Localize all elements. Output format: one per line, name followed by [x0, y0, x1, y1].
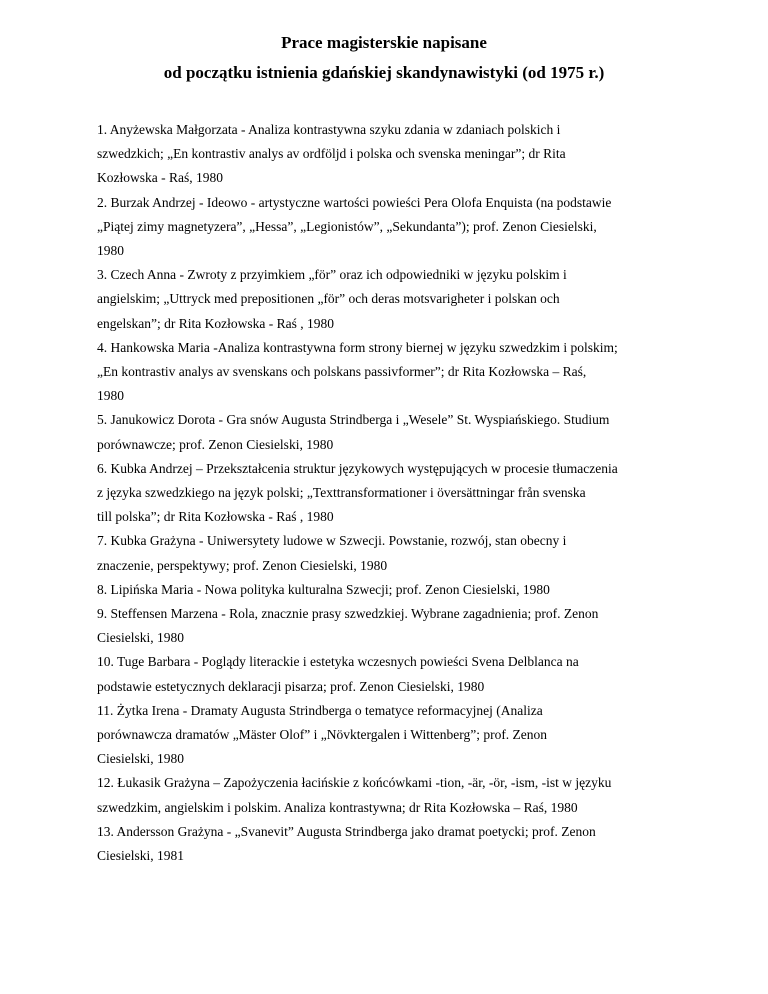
list-item-line: 11. Żytka Irena - Dramaty Augusta Strindberga o tematyce reformacyjnej (Analiza [97, 702, 543, 718]
list-item-line: porównawcza dramatów „Mäster Olof” i „Növktergalen i Wittenberg”; prof. Zenon [97, 727, 548, 743]
list-item-line: 9. Steffensen Marzena - Rola, znacznie prasy szwedzkiej. Wybrane zagadnienia; prof. Zenon [97, 606, 599, 622]
list-item-line: 12. Łukasik Grażyna – Zapożyczenia łacińskie z końcówkami -tion, -är, -ör, -ism, -ist w języku [97, 775, 612, 791]
list-item-line: 1. Anyżewska Małgorzata - Analiza kontrastywna szyku zdania w zdaniach polskich i [97, 122, 561, 137]
thesis-list [97, 118, 717, 868]
list-item [97, 699, 717, 772]
list-item-line: 5. Janukowicz Dorota - Gra snów Augusta Strindberga i „Wesele” St. Wyspiańskiego. Studium [97, 412, 610, 428]
list-item-line: 1980 [97, 243, 124, 259]
list-item-line: z języka szwedzkiego na język polski; „Texttransformationer i översättningar från svenska [97, 485, 586, 501]
list-item-line: „Piątej zimy magnetyzera”, „Hessa”, „Legionistów”, „Sekundanta”); prof. Zenon Ciesielski, [97, 218, 597, 234]
list-item-line: Ciesielski, 1980 [97, 630, 184, 646]
list-item-line: 4. Hankowska Maria -Analiza kontrastywna form strony biernej w języku szwedzkim i polskim; [97, 339, 618, 355]
document-title: Prace magisterskie napisane [281, 33, 487, 52]
list-item-line: 7. Kubka Grażyna - Uniwersytety ludowe w Szwecji. Powstanie, rozwój, stan obecny i [97, 533, 567, 549]
list-item [97, 578, 717, 602]
document-subtitle: od początku istnienia gdańskiej skandynawistyki (od 1975 r.) [163, 63, 605, 82]
list-item [97, 457, 717, 530]
list-item-line: szwedzkim, angielskim i polskim. Analiza kontrastywna; dr Rita Kozłowska – Raś, 1980 [97, 799, 578, 815]
list-item [97, 820, 717, 868]
list-item-line: 6. Kubka Andrzej – Przekształcenia struktur językowych występujących w procesie tłumaczenia [97, 460, 618, 476]
list-item-line: szwedzkich; „En kontrastiv analys av ordföljd i polska och svenska meningar”; dr Rita [97, 146, 566, 162]
list-item [97, 191, 717, 264]
list-item-line: 3. Czech Anna - Zwroty z przyimkiem „för” oraz ich odpowiedniki w języku polskim i [97, 267, 567, 283]
list-item-line: podstawie estetycznych deklaracji pisarza; prof. Zenon Ciesielski, 1980 [97, 678, 485, 694]
list-item-line: 2. Burzak Andrzej - Ideowo - artystyczne wartości powieści Pera Olofa Enquista (na podstawie [97, 194, 612, 210]
list-item-line: 8. Lipińska Maria - Nowa polityka kulturalna Szwecji; prof. Zenon Ciesielski, 1980 [97, 581, 550, 597]
list-item-line: znaczenie, perspektywy; prof. Zenon Ciesielski, 1980 [97, 557, 388, 573]
list-item [97, 118, 717, 191]
list-item-line: 1980 [97, 388, 124, 404]
list-item-line: Ciesielski, 1980 [97, 751, 184, 767]
list-item-line: Kozłowska - Raś, 1980 [97, 170, 223, 186]
list-item [97, 336, 717, 409]
list-item-line: engelskan”; dr Rita Kozłowska - Raś , 1980 [97, 315, 334, 331]
list-item-line: angielskim; „Uttryck med prepositionen „för” och deras motsvarigheter i polskan och [97, 291, 560, 307]
list-item-line: Ciesielski, 1981 [97, 848, 184, 864]
list-item-line: till polska”; dr Rita Kozłowska - Raś , 1980 [97, 509, 334, 525]
list-item [97, 650, 717, 698]
list-item [97, 408, 717, 456]
list-item-line: 10. Tuge Barbara - Poglądy literackie i estetyka wczesnych powieści Svena Delblanca na [97, 654, 579, 670]
list-item [97, 529, 717, 577]
list-item [97, 263, 717, 336]
list-item [97, 602, 717, 650]
list-item [97, 771, 717, 819]
list-item-line: „En kontrastiv analys av svenskans och polskans passivformer”; dr Rita Kozłowska – Raś, [97, 364, 587, 380]
list-item-line: porównawcze; prof. Zenon Ciesielski, 1980 [97, 436, 334, 452]
list-item-line: 13. Andersson Grażyna - „Svanevit” Augusta Strindberga jako dramat poetycki; prof. Zenon [97, 823, 596, 839]
